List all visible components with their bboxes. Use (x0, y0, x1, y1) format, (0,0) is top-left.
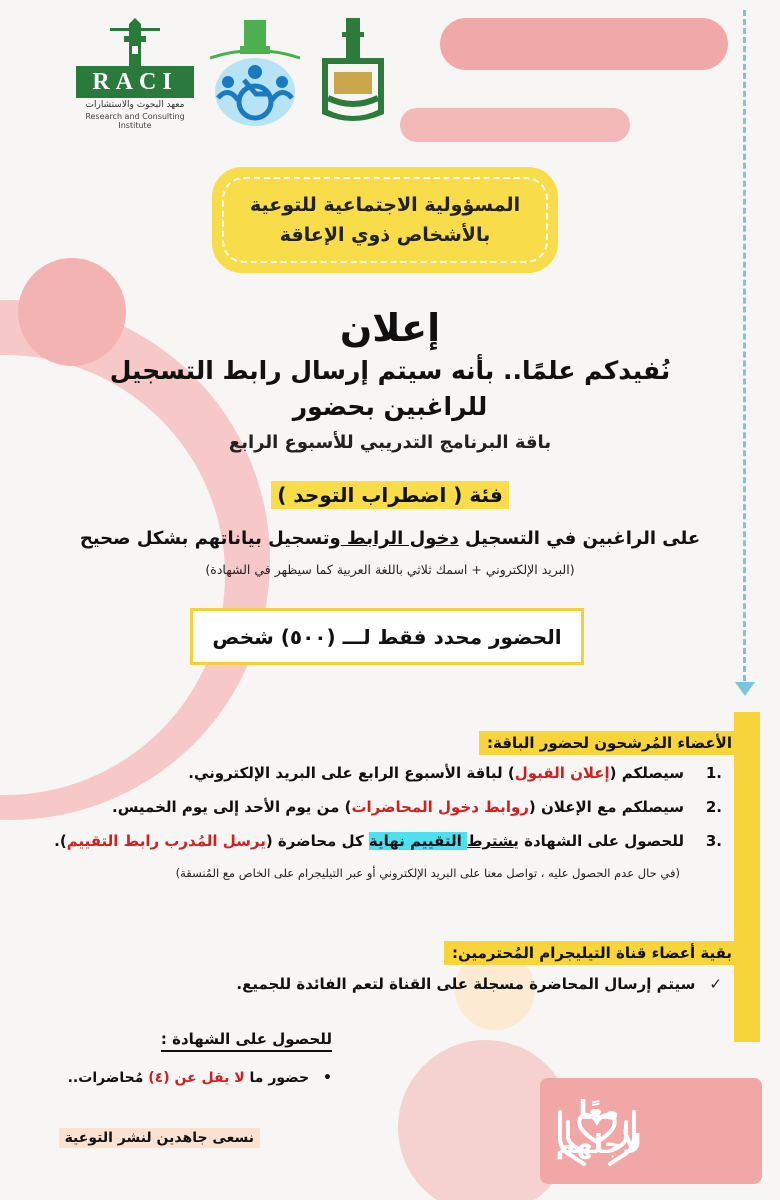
arrow-down-icon (735, 682, 755, 696)
item-text: سيصلكم ( (609, 764, 684, 782)
members-heading: الأعضاء المُرشحون لحضور الباقة: (479, 731, 740, 755)
kau-logo (316, 18, 390, 126)
bullet-icon: • (323, 1070, 332, 1086)
badge-line-2: بالأشخاص ذوي الإعاقة (279, 224, 491, 246)
list-item (188, 764, 722, 782)
item-number: .3 (705, 832, 722, 850)
item-highlight: إعلان القبول (514, 764, 610, 782)
announcement-line-3: باقة البرنامج التدريبي للأسبوع الرابع (228, 432, 552, 453)
contact-note: (في حال عدم الحصول عليه ، تواصل معنا على البريد الإلكتروني أو عبر التيليجرام على الخاص مع المُنسقة) (175, 866, 680, 880)
telegram-item (236, 975, 722, 993)
title-badge-inner (222, 177, 548, 263)
together-line-1: معًا (578, 1096, 620, 1126)
title-badge (212, 167, 558, 273)
telegram-item-text: سيتم إرسال المحاضرة مسجلة على القناة لتعم الفائدة للجميع. (236, 975, 696, 993)
announcement-line-1: نُفيدكم علمًا.. بأنه سيتم إرسال رابط التسجيل (109, 356, 671, 385)
registration-part-3: وتسجيل بياناتهم بشكل صحيح (79, 528, 341, 549)
disability-icon (204, 18, 306, 130)
item-number: .1 (705, 764, 722, 782)
item-text: للحصول على الشهادة (518, 832, 684, 850)
certificate-highlight: لا يقل عن (٤) (148, 1070, 245, 1086)
decor-yellow-bar (734, 712, 760, 1042)
item-number: .2 (705, 798, 722, 816)
list-item (112, 798, 722, 816)
check-icon: ✓ (709, 975, 722, 993)
category-label (0, 483, 780, 507)
badge-line-1: المسؤولية الاجتماعية للتوعية (249, 194, 521, 216)
raci-logo (72, 18, 198, 130)
raci-arabic-name: معهد البحوث والاستشارات (85, 100, 185, 110)
certificate-text: حضور ما (244, 1070, 310, 1086)
certificate-item (68, 1070, 332, 1086)
disability-logo (204, 18, 306, 130)
item-blue-highlight: التقييم نهاية (368, 832, 467, 850)
item-highlight: روابط دخول المحاضرات (351, 798, 529, 816)
registration-part-1: على الراغبين في التسجيل (458, 528, 701, 549)
together-line-2: لأجلهم (555, 1130, 642, 1160)
item-text: ) لباقة الأسبوع الرابع على البريد الإلكتروني. (188, 764, 515, 782)
registration-note: (البريد الإلكتروني + اسمك ثلاثي باللغة العربية كما سيظهر في الشهادة) (205, 562, 575, 577)
item-underline: يشترط (466, 832, 519, 850)
decor-pill-top (440, 18, 728, 70)
attendance-limit-box (190, 608, 584, 665)
category-text: فئة ( اضطراب التوحد ) (271, 481, 509, 509)
certificate-heading: للحصول على الشهادة : (161, 1030, 332, 1052)
item-text: ). (54, 832, 67, 850)
raci-english-name: Research and Consulting Institute (85, 112, 185, 130)
together-logo (540, 1078, 762, 1184)
hands-holding-heart-icon (554, 1092, 640, 1170)
raci-wordmark: RACI (76, 66, 194, 98)
item-text: كل محاضرة ( (265, 832, 369, 850)
announcement-title: إعلان (339, 306, 441, 350)
slogan: نسعى جاهدين لنشر التوعية (59, 1128, 260, 1148)
attendance-limit-text: الحضور محدد فقط لـــ (٥٠٠) شخص (212, 624, 562, 649)
tower-icon (108, 18, 162, 66)
announcement-line-2: للراغبين بحضور (292, 392, 488, 421)
registration-line (0, 528, 780, 549)
item-text: سيصلكم مع الإعلان ( (528, 798, 684, 816)
item-highlight: يرسل المُدرب رابط التقييم (66, 832, 266, 850)
list-item (54, 832, 722, 850)
decor-dashed-line (743, 10, 746, 690)
kau-icon (316, 18, 390, 126)
item-text: ) من يوم الأحد إلى يوم الخميس. (112, 798, 352, 816)
telegram-heading: بقية أعضاء قناة التيليجرام المُحترمين: (444, 941, 740, 965)
certificate-text: مُحاضرات.. (67, 1070, 149, 1086)
registration-link-text: دخول الرابط (340, 528, 459, 549)
decor-pill-mid (400, 108, 630, 142)
